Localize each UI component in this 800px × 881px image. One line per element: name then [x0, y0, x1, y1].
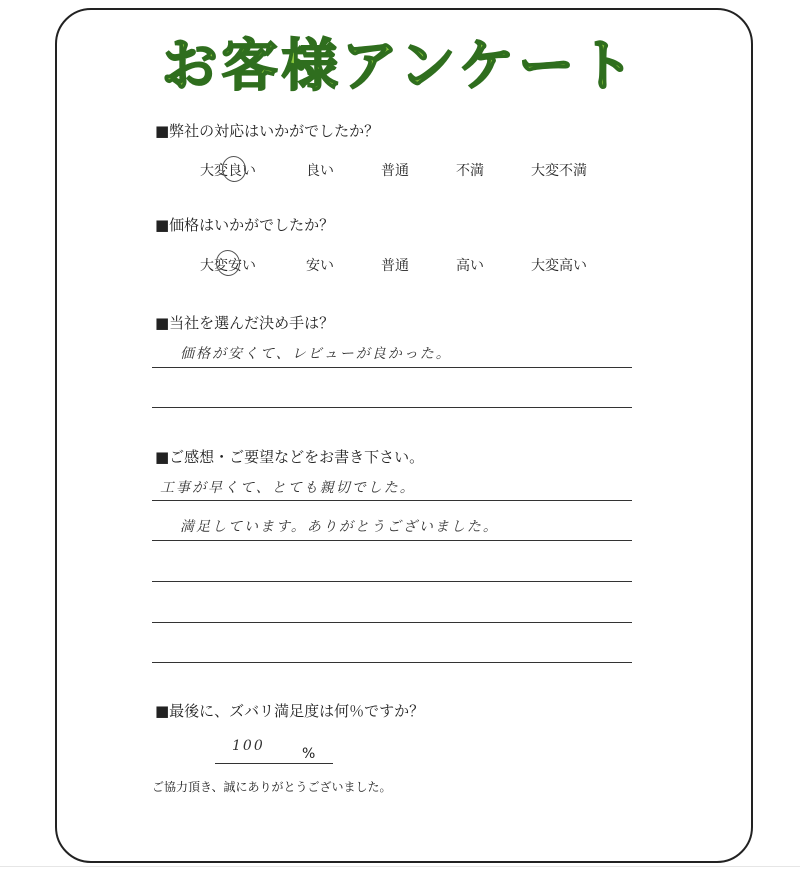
thanks-message: ご協力頂き、誠にありがとうございました。	[152, 780, 392, 794]
option-normal[interactable]: 普通	[381, 163, 409, 179]
answer-line[interactable]	[152, 540, 632, 541]
answer-line[interactable]	[152, 407, 632, 408]
answer-line[interactable]	[152, 367, 632, 368]
options-service	[0, 160, 800, 182]
question-comments: ■ご感想・ご要望などをお書き下さい。	[155, 448, 425, 466]
answer-line[interactable]	[152, 662, 632, 663]
option-dissatisfied[interactable]: 不満	[456, 163, 484, 179]
scan-edge	[0, 866, 800, 867]
question-price: ■価格はいかがでしたか？	[155, 216, 335, 234]
question-service: ■弊社の対応はいかがでしたか？	[155, 122, 380, 140]
option-very-good[interactable]: 大変良い	[200, 163, 256, 179]
option-normal-price[interactable]: 普通	[381, 258, 409, 274]
options-price	[0, 255, 800, 277]
satisfaction-line[interactable]	[215, 763, 333, 764]
handwritten-satisfaction: 100	[232, 738, 265, 754]
handwritten-comment-2: 満足しています。ありがとうございました。	[180, 519, 499, 535]
option-very-dissatisfied[interactable]: 大変不満	[531, 163, 587, 179]
answer-line[interactable]	[152, 500, 632, 501]
option-very-cheap[interactable]: 大変安い	[200, 258, 256, 274]
option-very-expensive[interactable]: 大変高い	[531, 258, 587, 274]
option-expensive[interactable]: 高い	[456, 258, 484, 274]
percent-unit: %	[302, 746, 316, 762]
handwritten-comment-1: 工事が早くて、とても親切でした。	[160, 480, 416, 496]
handwritten-reason: 価格が安くて、レビューが良かった。	[180, 346, 452, 362]
option-good[interactable]: 良い	[306, 163, 334, 179]
answer-line[interactable]	[152, 581, 632, 582]
question-satisfaction: ■最後に、ズバリ満足度は何％ですか？	[155, 702, 425, 720]
option-cheap[interactable]: 安い	[306, 258, 334, 274]
answer-line[interactable]	[152, 622, 632, 623]
form-title: お客様アンケート	[161, 34, 639, 99]
question-reason: ■当社を選んだ決め手は？	[155, 314, 335, 332]
